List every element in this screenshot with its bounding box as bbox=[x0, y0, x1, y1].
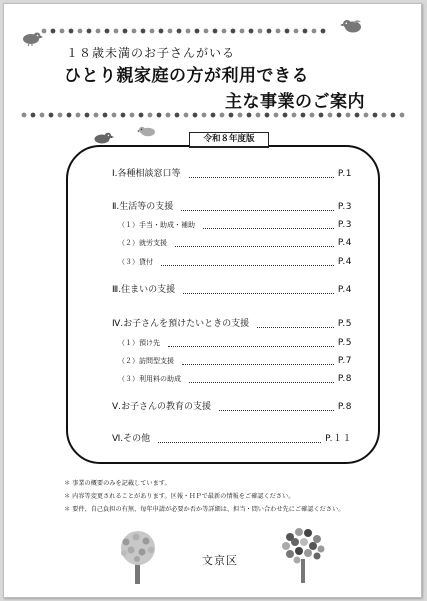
toc-entry bbox=[112, 284, 352, 297]
toc-leader-dots bbox=[189, 177, 334, 178]
toc-entry-page: P.１１ bbox=[325, 434, 352, 444]
toc-leader-dots bbox=[175, 246, 334, 247]
toc-leader-dots bbox=[189, 382, 334, 383]
toc-entry bbox=[112, 237, 352, 250]
page-title-line2: 主な事業のご案内 bbox=[225, 92, 365, 112]
toc-frame bbox=[66, 145, 380, 464]
toc-entry bbox=[112, 401, 352, 414]
toc-entry-label: （１）預け先 bbox=[118, 339, 160, 347]
note-item: ＊ 事業の概要のみを記載しています。 bbox=[64, 480, 171, 487]
header-subtitle: １８歳未満のお子さんがいる bbox=[66, 46, 236, 60]
toc-entry bbox=[112, 318, 352, 331]
toc-entry-label: Ⅱ.生活等の支援 bbox=[112, 202, 174, 212]
toc-entry-page: P.1 bbox=[337, 169, 352, 179]
note-item: ＊ 内容等変更されることがあります。区報・ＨＰで最新の情報をご確認ください。 bbox=[64, 493, 295, 500]
toc-leader-dots bbox=[161, 265, 334, 266]
toc-leader-dots bbox=[182, 364, 334, 365]
toc-entry-label: （２）就労支援 bbox=[118, 239, 167, 247]
toc-entry-label: Ⅰ.各種相談窓口等 bbox=[112, 169, 181, 179]
toc-entry bbox=[112, 168, 352, 181]
toc-entry-label: （２）訪問型支援 bbox=[118, 357, 174, 365]
toc-entry bbox=[112, 201, 352, 214]
toc-entry-page: P.8 bbox=[337, 374, 352, 384]
toc-entry-page: P.4 bbox=[337, 257, 352, 267]
toc-entry-label: Ⅵ.その他 bbox=[112, 434, 151, 444]
toc-leader-dots bbox=[181, 210, 334, 211]
bird-icon bbox=[340, 17, 364, 35]
ward-name: 文京区 bbox=[202, 554, 238, 567]
edition-badge: 令和８年度版 bbox=[189, 132, 269, 148]
toc-leader-dots bbox=[219, 410, 334, 411]
toc-leader-dots bbox=[203, 228, 334, 229]
bird-icon bbox=[137, 125, 157, 138]
toc-entry bbox=[112, 433, 352, 446]
toc-entry-page: P.8 bbox=[337, 402, 352, 412]
toc-entry-page: P.5 bbox=[337, 338, 352, 348]
toc-entry-label: （１）手当・助成・補助 bbox=[118, 221, 195, 229]
toc-entry-page: P.4 bbox=[337, 285, 352, 295]
dot-border-bottom bbox=[19, 111, 409, 119]
toc-entry-page: P.3 bbox=[337, 202, 352, 212]
toc-entry bbox=[112, 256, 352, 269]
toc-entry bbox=[112, 373, 352, 386]
toc-entry-label: Ⅴ.お子さんの教育の支援 bbox=[112, 402, 212, 412]
toc-entry-label: Ⅳ.お子さんを預けたいときの支援 bbox=[112, 319, 250, 329]
toc-entry bbox=[112, 337, 352, 350]
toc-entry-page: P.5 bbox=[337, 319, 352, 329]
tree-illustration bbox=[112, 528, 164, 584]
toc-leader-dots bbox=[158, 442, 321, 443]
tree-illustration bbox=[277, 525, 329, 583]
document-page bbox=[3, 3, 422, 598]
toc-entry-page: P.7 bbox=[337, 356, 352, 366]
toc-leader-dots bbox=[168, 346, 334, 347]
bird-icon bbox=[92, 131, 114, 145]
toc-entry-page: P.4 bbox=[337, 238, 352, 248]
toc-entry-label: （３）利用料の助成 bbox=[118, 375, 181, 383]
toc-entry-label: Ⅲ.住まいの支援 bbox=[112, 285, 176, 295]
note-item: ＊ 要件、自己負担の有無、毎年申請が必要か否か等詳細は、担当・問い合わせ先にご確認ください。 bbox=[64, 506, 345, 513]
toc-entry-label: （３）貸付 bbox=[118, 258, 153, 266]
toc-entry bbox=[112, 355, 352, 368]
page-title-line1: ひとり親家庭の方が利用できる bbox=[64, 66, 309, 86]
toc-leader-dots bbox=[257, 327, 334, 328]
toc-leader-dots bbox=[183, 293, 334, 294]
toc-entry bbox=[112, 219, 352, 232]
toc-entry-page: P.3 bbox=[337, 220, 352, 230]
